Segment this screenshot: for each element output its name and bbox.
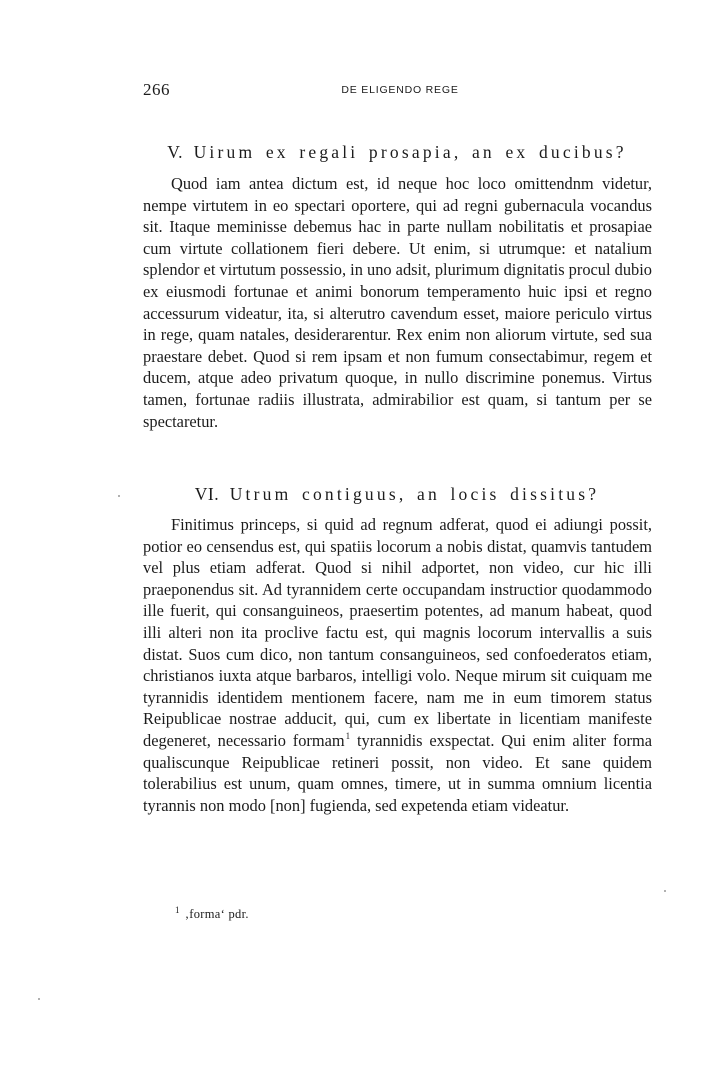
scan-speck bbox=[118, 495, 120, 497]
page-number: 266 bbox=[143, 80, 170, 99]
footnote-reference[interactable]: 1 bbox=[345, 731, 351, 742]
section-body-v: Quod iam antea dictum est, id neque hoc loco omittendnm videtur, nempe virtutem in eo spectari oportere, qui ad regni gubernacula vocandus sit. Itaque meminisse debemus hac in parte nullam nobilitatis et prosapiae cum virtute collationem fieri debere. Ut enim, si utrumque: et natalium splendor et virtutum possessio, in uno adsit, plurimum dignitatis procul dubio ex eiusmodi fortunae et animi bonorum temperamento huic ipsi et regno accessurum videatur, ita, si alterutro cavendum esset, maiore periculo virtus in rege, quam natales, desiderarentur. Rex enim non aliorum virtute, sed sua praestare debet. Quod si rem ipsam et non fumum consectabimur, regem et ducem, atque adeo privatum quoque, in nullo discrimine ponemus. Virtus tamen, fortunae radiis illustrata, admirabilior est quam, si tantum per se spectaretur. bbox=[143, 174, 652, 431]
section-heading-vi bbox=[143, 484, 651, 505]
footnote-marker: 1 bbox=[175, 905, 180, 915]
scan-speck bbox=[38, 998, 40, 1000]
section-numeral: V. bbox=[167, 142, 183, 162]
section-numeral: VI. bbox=[194, 484, 220, 504]
section-title: Utrum contiguus, an locis dissitus? bbox=[229, 484, 600, 504]
scan-speck bbox=[664, 890, 666, 892]
section-title: Uirum ex regali prosapia, an ex ducibus? bbox=[193, 142, 627, 162]
footnote bbox=[175, 905, 249, 922]
body-text: Finitimus princeps, si quid ad regnum adferat, quod ei adiungi possit, potior eo censendus est, qui spatiis locorum a nobis distat, quamvis tantudem vel plus etiam adferat. Quod si nihil adportet, non video, cur hic illi praeponendus sit. Ad tyrannidem certe occupandam instructior quodammodo ille fuerit, qui consanguineos, praesertim potentes, ad manum habeat, quod illi alteri non ita proclive factu est, qui magnis locorum intervallis a suis distat. Suos cum dico, non tantum consanguineos, sed confoederatos etiam, christianos iuxta atque barbaros, intelligi volo. Neque mirum sit cuiquam me tyrannidis identidem mentionem facere, nam me in eum timorem status Reipublicae nostrae adducit, qui, cum ex libertate in licentiam manifeste degeneret, necessario formam bbox=[143, 515, 652, 750]
section-heading-v bbox=[143, 142, 651, 163]
footnote-text: ‚forma‘ pdr. bbox=[184, 907, 249, 922]
body-text: tyrannidis exspectat. Qui enim aliter forma qualiscunque Reipublicae retineri possit, non video. Et sane quidem tolerabilius est unum, quam omnes, timere, ut in summa omnium licentia tyrannis non modo [non] fugienda, sed expetenda etiam videatur. bbox=[143, 730, 652, 815]
running-title: DE ELIGENDO REGE bbox=[341, 84, 459, 96]
section-body-vi bbox=[143, 514, 652, 816]
